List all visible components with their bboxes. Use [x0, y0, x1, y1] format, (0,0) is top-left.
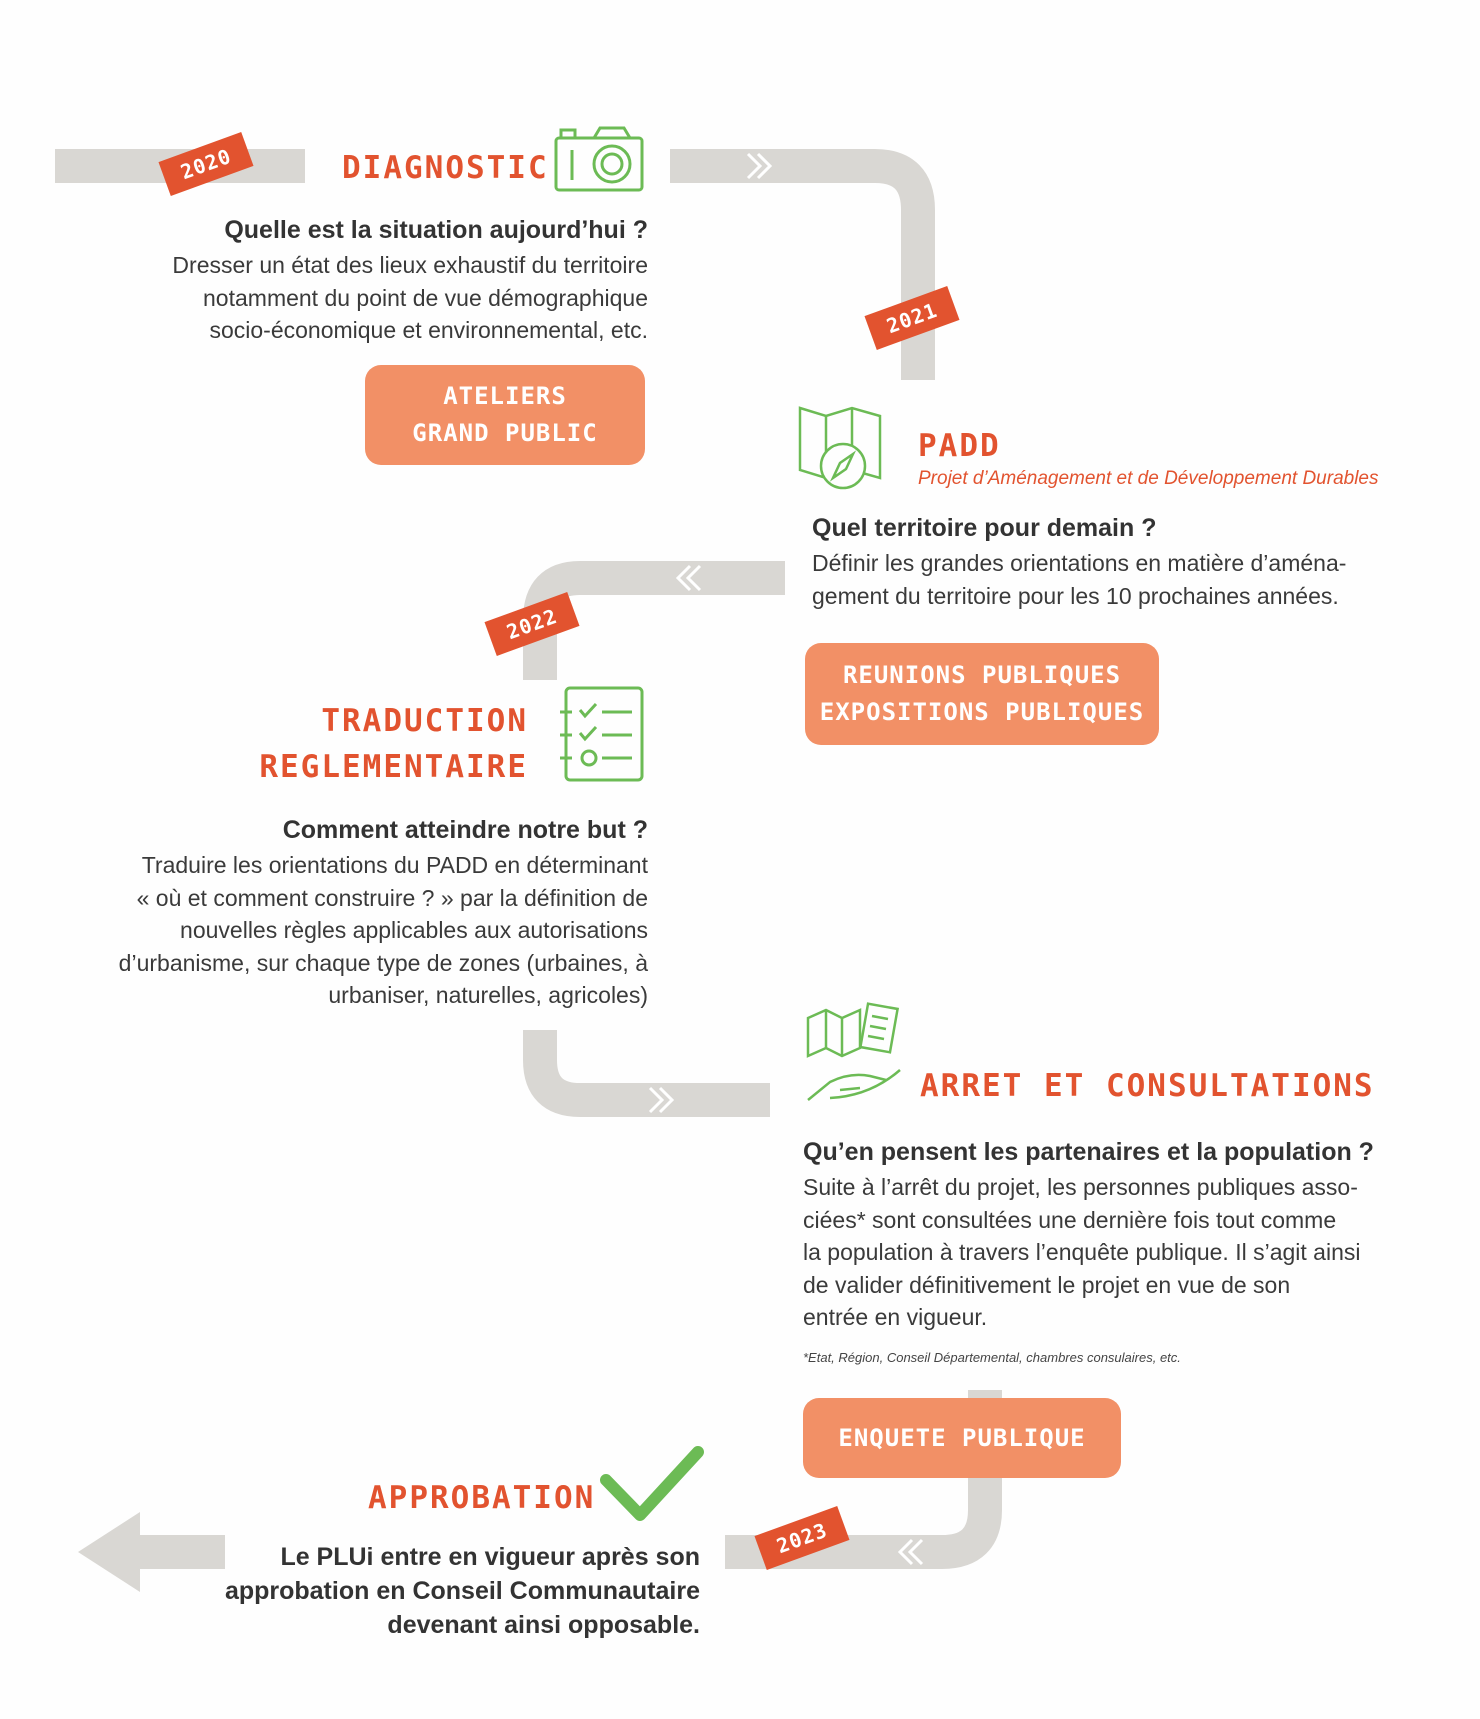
diagnostic-body-line: notamment du point de vue démographique: [203, 284, 648, 311]
arret-body: [803, 1171, 1360, 1334]
diagnostic-question: [224, 214, 648, 246]
map-compass-icon: [800, 408, 880, 488]
checklist-icon: [560, 688, 642, 780]
arret-question: [803, 1136, 1374, 1168]
year-tag-2023: 2023: [754, 1506, 849, 1570]
approbation-title: APPROBATION: [368, 1480, 596, 1516]
final-arrowhead: [78, 1512, 140, 1592]
reunions-expositions-button[interactable]: [805, 643, 1159, 745]
traduction-body: [119, 849, 648, 1012]
ateliers-grand-public-button[interactable]: [365, 365, 645, 465]
padd-question: [812, 512, 1157, 544]
path-segment-4: [540, 1030, 770, 1100]
diagnostic-title: DIAGNOSTIC: [342, 150, 549, 186]
traduction-body-line: d’urbanisme, sur chaque type de zones (urbaines, à: [118, 949, 648, 976]
traduction-title-line: TRADUCTION: [321, 703, 528, 739]
approbation-body-line: approbation en Conseil Communautaire: [224, 1577, 700, 1605]
traduction-question-text: Comment atteindre notre but ?: [282, 816, 648, 844]
year-tag-2020: 2020: [158, 132, 253, 196]
arret-body-line: ciées* sont consultées une dernière fois tout comme: [803, 1206, 1337, 1233]
arret-body-line: de valider définitivement le projet en vue de son: [803, 1271, 1291, 1298]
hand-documents-icon: [808, 1004, 900, 1100]
year-tag-2022: 2022: [484, 592, 579, 656]
diagnostic-body: [172, 249, 648, 347]
traduction-body-line: Traduire les orientations du PADD en déterminant: [141, 852, 648, 878]
arret-body-line: la population à travers l’enquête publique. Il s’agit ainsi: [803, 1239, 1361, 1265]
approbation-body: [225, 1540, 700, 1642]
arret-question-text: Qu’en pensent les partenaires et la population ?: [803, 1138, 1374, 1166]
traduction-body-line: urbaniser, naturelles, agricoles): [328, 982, 648, 1008]
padd-subtitle: Projet d’Aménagement et de Développement Durables: [918, 468, 1379, 489]
arret-body-line: entrée en vigueur.: [803, 1304, 988, 1330]
arret-footnote: *Etat, Région, Conseil Départemental, chambres consulaires, etc.: [803, 1350, 1181, 1365]
camera-icon: [556, 128, 642, 190]
approbation-body-line: devenant ainsi opposable.: [387, 1611, 700, 1639]
traduction-title: [259, 698, 528, 790]
diagnostic-body-line: socio-économique et environnemental, etc.: [209, 317, 648, 343]
button-label-line: GRAND PUBLIC: [412, 419, 598, 447]
button-label-line: EXPOSITIONS PUBLIQUES: [819, 698, 1145, 726]
year-tag-2021: 2021: [864, 286, 959, 350]
traduction-question: [283, 814, 648, 846]
button-label-line: ENQUETE PUBLIQUE: [838, 1423, 1086, 1452]
padd-body-line: Définir les grandes orientations en matière d’aména-: [812, 550, 1347, 576]
checkmark-icon: [606, 1452, 698, 1515]
traduction-body-line: « où et comment construire ? » par la définition de: [136, 884, 648, 911]
button-label-line: ATELIERS: [443, 382, 567, 410]
traduction-body-line: nouvelles règles applicables aux autorisations: [180, 917, 648, 943]
padd-body-line: gement du territoire pour les 10 prochaines années.: [812, 582, 1339, 609]
path-segment-3: [540, 578, 785, 680]
diagnostic-body-line: Dresser un état des lieux exhaustif du territoire: [172, 252, 648, 278]
approbation-body-line: Le PLUi entre en vigueur après son: [280, 1543, 700, 1571]
diagnostic-question-text: Quelle est la situation aujourd’hui ?: [224, 216, 648, 244]
button-label-line: REUNIONS PUBLIQUES: [842, 661, 1122, 689]
traduction-title-line: REGLEMENTAIRE: [259, 749, 528, 785]
arret-body-line: Suite à l’arrêt du projet, les personnes publiques asso-: [803, 1174, 1358, 1200]
enquete-publique-button[interactable]: [803, 1398, 1121, 1478]
padd-question-text: Quel territoire pour demain ?: [812, 514, 1157, 542]
padd-title: PADD: [918, 428, 1001, 464]
arret-title: ARRET ET CONSULTATIONS: [920, 1068, 1375, 1104]
padd-body: [812, 547, 1346, 612]
